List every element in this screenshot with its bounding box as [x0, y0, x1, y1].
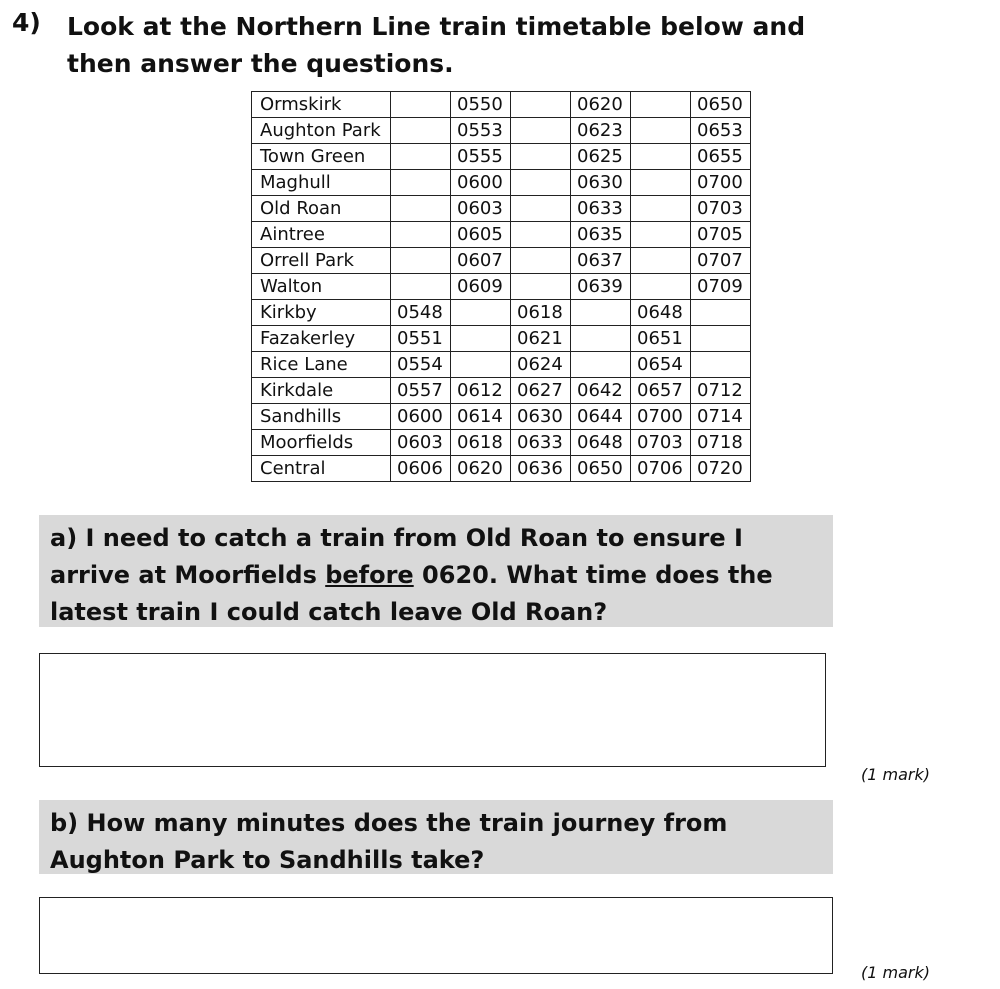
departure-time — [391, 92, 451, 118]
question-a — [39, 515, 833, 627]
station-name: Central — [252, 456, 391, 482]
departure-time: 0600 — [451, 170, 511, 196]
departure-time: 0625 — [571, 144, 631, 170]
departure-time: 0707 — [691, 248, 751, 274]
timetable-row — [252, 118, 751, 144]
departure-time — [391, 118, 451, 144]
station-name: Walton — [252, 274, 391, 300]
mark-allocation-b: (1 mark) — [861, 963, 930, 982]
departure-time — [691, 352, 751, 378]
station-name: Orrell Park — [252, 248, 391, 274]
departure-time: 0555 — [451, 144, 511, 170]
departure-time: 0655 — [691, 144, 751, 170]
timetable-row — [252, 170, 751, 196]
departure-time: 0712 — [691, 378, 751, 404]
departure-time: 0706 — [631, 456, 691, 482]
mark-allocation-a: (1 mark) — [861, 765, 930, 784]
departure-time: 0557 — [391, 378, 451, 404]
departure-time — [451, 300, 511, 326]
departure-time: 0624 — [511, 352, 571, 378]
departure-time: 0637 — [571, 248, 631, 274]
departure-time: 0623 — [571, 118, 631, 144]
departure-time: 0548 — [391, 300, 451, 326]
departure-time: 0612 — [451, 378, 511, 404]
departure-time: 0620 — [571, 92, 631, 118]
station-name: Kirkby — [252, 300, 391, 326]
departure-time: 0639 — [571, 274, 631, 300]
timetable-row — [252, 144, 751, 170]
departure-time — [631, 92, 691, 118]
departure-time — [511, 222, 571, 248]
departure-time — [631, 170, 691, 196]
departure-time — [451, 326, 511, 352]
station-name: Town Green — [252, 144, 391, 170]
station-name: Ormskirk — [252, 92, 391, 118]
departure-time: 0650 — [571, 456, 631, 482]
departure-time: 0633 — [571, 196, 631, 222]
departure-time: 0551 — [391, 326, 451, 352]
station-name: Moorfields — [252, 430, 391, 456]
departure-time: 0650 — [691, 92, 751, 118]
answer-box-a[interactable] — [39, 653, 826, 767]
station-name: Sandhills — [252, 404, 391, 430]
departure-time: 0703 — [631, 430, 691, 456]
timetable-row — [252, 456, 751, 482]
departure-time: 0636 — [511, 456, 571, 482]
departure-time — [631, 274, 691, 300]
question-title: Look at the Northern Line train timetable below and then answer the questions. — [67, 12, 806, 78]
departure-time: 0653 — [691, 118, 751, 144]
departure-time — [511, 274, 571, 300]
departure-time — [511, 170, 571, 196]
departure-time: 0648 — [631, 300, 691, 326]
departure-time: 0620 — [451, 456, 511, 482]
departure-time — [391, 222, 451, 248]
departure-time: 0554 — [391, 352, 451, 378]
question-a-text-end: 0620. What time does the latest train I could catch leave Old Roan? — [50, 561, 773, 626]
departure-time: 0618 — [451, 430, 511, 456]
departure-time: 0657 — [631, 378, 691, 404]
departure-time — [631, 248, 691, 274]
departure-time: 0648 — [571, 430, 631, 456]
departure-time: 0603 — [391, 430, 451, 456]
station-name: Fazakerley — [252, 326, 391, 352]
departure-time: 0700 — [631, 404, 691, 430]
departure-time — [691, 326, 751, 352]
departure-time — [511, 196, 571, 222]
departure-time: 0700 — [691, 170, 751, 196]
departure-time — [631, 118, 691, 144]
departure-time: 0633 — [511, 430, 571, 456]
timetable-row — [252, 326, 751, 352]
timetable-row — [252, 300, 751, 326]
station-name: Kirkdale — [252, 378, 391, 404]
departure-time: 0605 — [451, 222, 511, 248]
departure-time — [511, 144, 571, 170]
departure-time: 0600 — [391, 404, 451, 430]
departure-time — [391, 274, 451, 300]
departure-time: 0630 — [511, 404, 571, 430]
departure-time: 0654 — [631, 352, 691, 378]
question-a-underlined-word: before — [325, 561, 414, 589]
timetable-row — [252, 274, 751, 300]
departure-time: 0714 — [691, 404, 751, 430]
departure-time — [631, 222, 691, 248]
departure-time — [631, 144, 691, 170]
departure-time: 0644 — [571, 404, 631, 430]
departure-time — [511, 118, 571, 144]
question-number: 4) — [12, 8, 41, 37]
departure-time: 0621 — [511, 326, 571, 352]
departure-time — [571, 300, 631, 326]
departure-time — [391, 196, 451, 222]
departure-time: 0703 — [691, 196, 751, 222]
departure-time — [391, 170, 451, 196]
timetable-row — [252, 378, 751, 404]
departure-time: 0651 — [631, 326, 691, 352]
departure-time — [571, 326, 631, 352]
timetable-row — [252, 404, 751, 430]
station-name: Maghull — [252, 170, 391, 196]
station-name: Rice Lane — [252, 352, 391, 378]
departure-time: 0553 — [451, 118, 511, 144]
departure-time: 0705 — [691, 222, 751, 248]
departure-time — [391, 144, 451, 170]
departure-time — [631, 196, 691, 222]
departure-time — [391, 248, 451, 274]
departure-time: 0627 — [511, 378, 571, 404]
departure-time: 0614 — [451, 404, 511, 430]
timetable-row — [252, 248, 751, 274]
departure-time — [511, 248, 571, 274]
departure-time: 0709 — [691, 274, 751, 300]
timetable-row — [252, 352, 751, 378]
timetable-body — [252, 92, 751, 482]
departure-time — [571, 352, 631, 378]
departure-time: 0642 — [571, 378, 631, 404]
departure-time: 0630 — [571, 170, 631, 196]
train-timetable — [251, 91, 751, 482]
question-a-text-start: a) I need to catch a train from Old Roan to ensure I arrive at Moorfields — [50, 524, 743, 589]
departure-time — [511, 92, 571, 118]
timetable-row — [252, 196, 751, 222]
station-name: Old Roan — [252, 196, 391, 222]
departure-time: 0720 — [691, 456, 751, 482]
departure-time: 0606 — [391, 456, 451, 482]
question-b: b) How many minutes does the train journey from Aughton Park to Sandhills take? — [39, 800, 833, 874]
departure-time: 0618 — [511, 300, 571, 326]
timetable-row — [252, 430, 751, 456]
departure-time: 0607 — [451, 248, 511, 274]
departure-time: 0609 — [451, 274, 511, 300]
departure-time — [451, 352, 511, 378]
departure-time — [691, 300, 751, 326]
departure-time: 0603 — [451, 196, 511, 222]
station-name: Aintree — [252, 222, 391, 248]
departure-time: 0550 — [451, 92, 511, 118]
timetable-row — [252, 92, 751, 118]
station-name: Aughton Park — [252, 118, 391, 144]
timetable-row — [252, 222, 751, 248]
departure-time: 0718 — [691, 430, 751, 456]
departure-time: 0635 — [571, 222, 631, 248]
answer-box-b[interactable] — [39, 897, 833, 974]
